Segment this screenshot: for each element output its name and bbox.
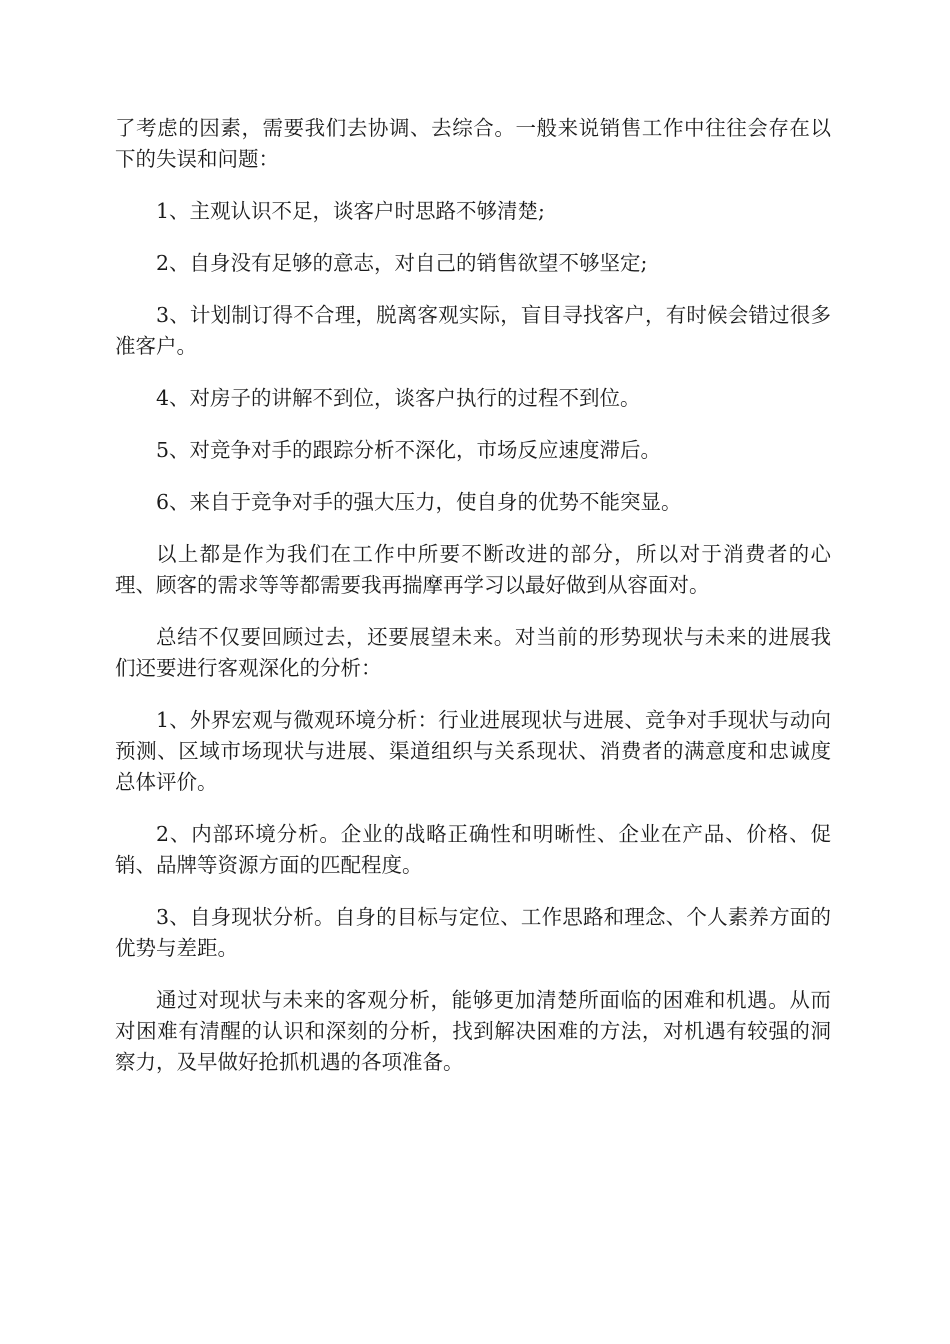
paragraph-conclusion: 通过对现状与未来的客观分析，能够更加清楚所面临的困难和机遇。从而对困难有清醒的认识和深刻的分析，找到解决困难的方法，对机遇有较强的洞察力，及早做好抢抓机遇的各项准备。 [115,988,831,1074]
analysis-item-1: 1、外界宏观与微观环境分析：行业进展现状与进展、竞争对手现状与动向预测、区域市场现状与进展、渠道组织与关系现状、消费者的满意度和忠诚度总体评价。 [115,708,831,794]
list-item-6: 6、来自于竞争对手的强大压力，使自身的优势不能突显。 [156,490,682,514]
list-item-2: 2、自身没有足够的意志，对自己的销售欲望不够坚定; [156,251,648,275]
list-item-1: 1、主观认识不足，谈客户时思路不够清楚; [156,199,545,223]
analysis-item-3: 3、自身现状分析。自身的目标与定位、工作思路和理念、个人素养方面的优势与差距。 [115,905,831,960]
list-item-4: 4、对房子的讲解不到位，谈客户执行的过程不到位。 [156,386,641,410]
paragraph-improvement: 以上都是作为我们在工作中所要不断改进的部分，所以对于消费者的心理、顾客的需求等等都需要我再揣摩再学习以最好做到从容面对。 [115,542,831,597]
paragraph-outlook: 总结不仅要回顾过去，还要展望未来。对当前的形势现状与未来的进展我们还要进行客观深化的分析： [115,625,831,680]
list-item-3: 3、计划制订得不合理，脱离客观实际，盲目寻找客户，有时候会错过很多准客户。 [115,303,831,358]
paragraph-continuation: 了考虑的因素，需要我们去协调、去综合。一般来说销售工作中往往会存在以下的失误和问题： [115,116,831,171]
list-item-5: 5、对竞争对手的跟踪分析不深化，市场反应速度滞后。 [156,438,662,462]
document-page [115,113,831,1099]
analysis-item-2: 2、内部环境分析。企业的战略正确性和明晰性、企业在产品、价格、促销、品牌等资源方面的匹配程度。 [115,822,831,877]
